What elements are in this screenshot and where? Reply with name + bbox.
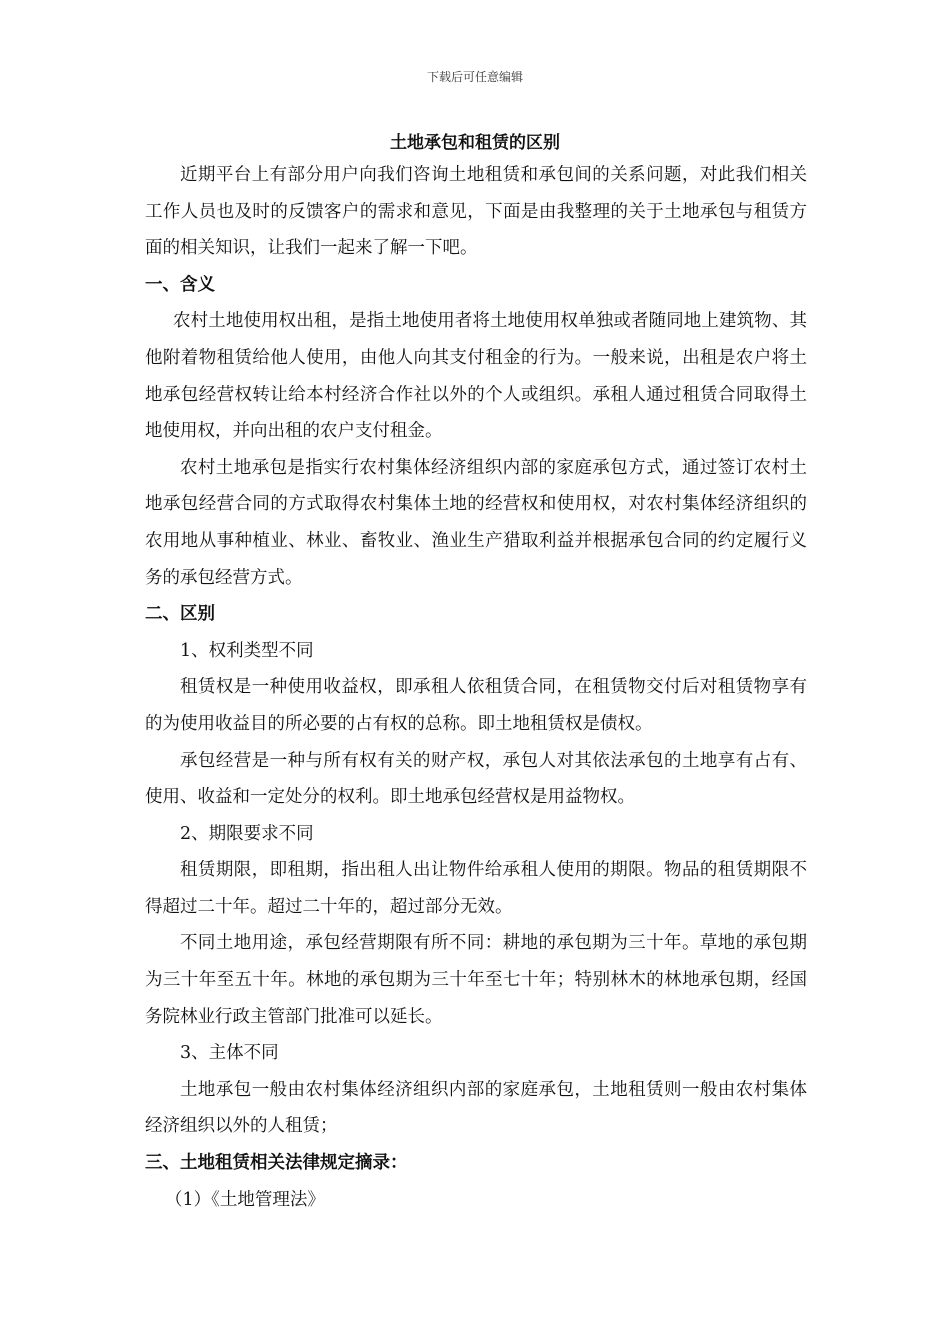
difference-item-3-paragraph-1: 土地承包一般由农村集体经济组织内部的家庭承包，土地租赁则一般由农村集体经济组织以外的人租赁； <box>145 1079 807 1137</box>
difference-item-label-3: 3、主体不同 <box>180 1043 279 1064</box>
difference-item-label-2: 2、期限要求不同 <box>180 823 314 844</box>
difference-item-2-paragraph-1: 租赁期限，即租期，指出租人出让物件给承租人使用的期限。物品的租赁期限不得超过二十年。超过二十年的，超过部分无效。 <box>145 860 807 917</box>
section-heading-meaning: 一、含义 <box>145 274 215 295</box>
page-header-note: 下载后可任意编辑 <box>426 70 523 84</box>
law-item-1: （1）《土地管理法》 <box>165 1189 325 1210</box>
difference-item-label-1: 1、权利类型不同 <box>180 640 314 661</box>
section-heading-difference: 二、区别 <box>145 604 215 625</box>
difference-item-2-paragraph-2: 不同土地用途，承包经营期限有所不同：耕地的承包期为三十年。草地的承包期为三十年至五十年。林地的承包期为三十年至七十年；特别林木的林地承包期，经国务院林业行政主管部门批准可以延长。 <box>145 933 807 1027</box>
meaning-paragraph-contract: 农村土地承包是指实行农村集体经济组织内部的家庭承包方式，通过签订农村土地承包经营合同的方式取得农村集体土地的经营权和使用权，对农村集体经济组织的农用地从事种植业、林业、畜牧业、渔业生产猎取利益并根据承包合同的约定履行义务的承包经营方式。 <box>145 457 807 588</box>
intro-paragraph: 近期平台上有部分用户向我们咨询土地租赁和承包间的关系问题，对此我们相关工作人员也及时的反馈客户的需求和意见，下面是由我整理的关于土地承包与租赁方面的相关知识，让我们一起来了解一下吧。 <box>145 165 807 259</box>
document-body <box>145 157 807 1218</box>
difference-item-1-paragraph-2: 承包经营是一种与所有权有关的财产权，承包人对其依法承包的土地享有占有、使用、收益和一定处分的权利。即土地承包经营权是用益物权。 <box>145 750 807 808</box>
difference-item-1-paragraph-1: 租赁权是一种使用收益权，即承租人依租赁合同，在租赁物交付后对租赁物享有的为使用收益目的所必要的占有权的总称。即土地租赁权是债权。 <box>145 677 807 734</box>
section-heading-laws: 三、土地租赁相关法律规定摘录： <box>145 1153 408 1174</box>
document-title: 土地承包和租赁的区别 <box>390 133 560 153</box>
meaning-paragraph-lease: 农村土地使用权出租，是指土地使用者将土地使用权单独或者随同地上建筑物、其他附着物租赁给他人使用，由他人向其支付租金的行为。一般来说，出租是农户将土地承包经营权转让给本村经济合作社以外的个人或组织。承租人通过租赁合同取得土地使用权，并向出租的农户支付租金。 <box>145 311 807 442</box>
